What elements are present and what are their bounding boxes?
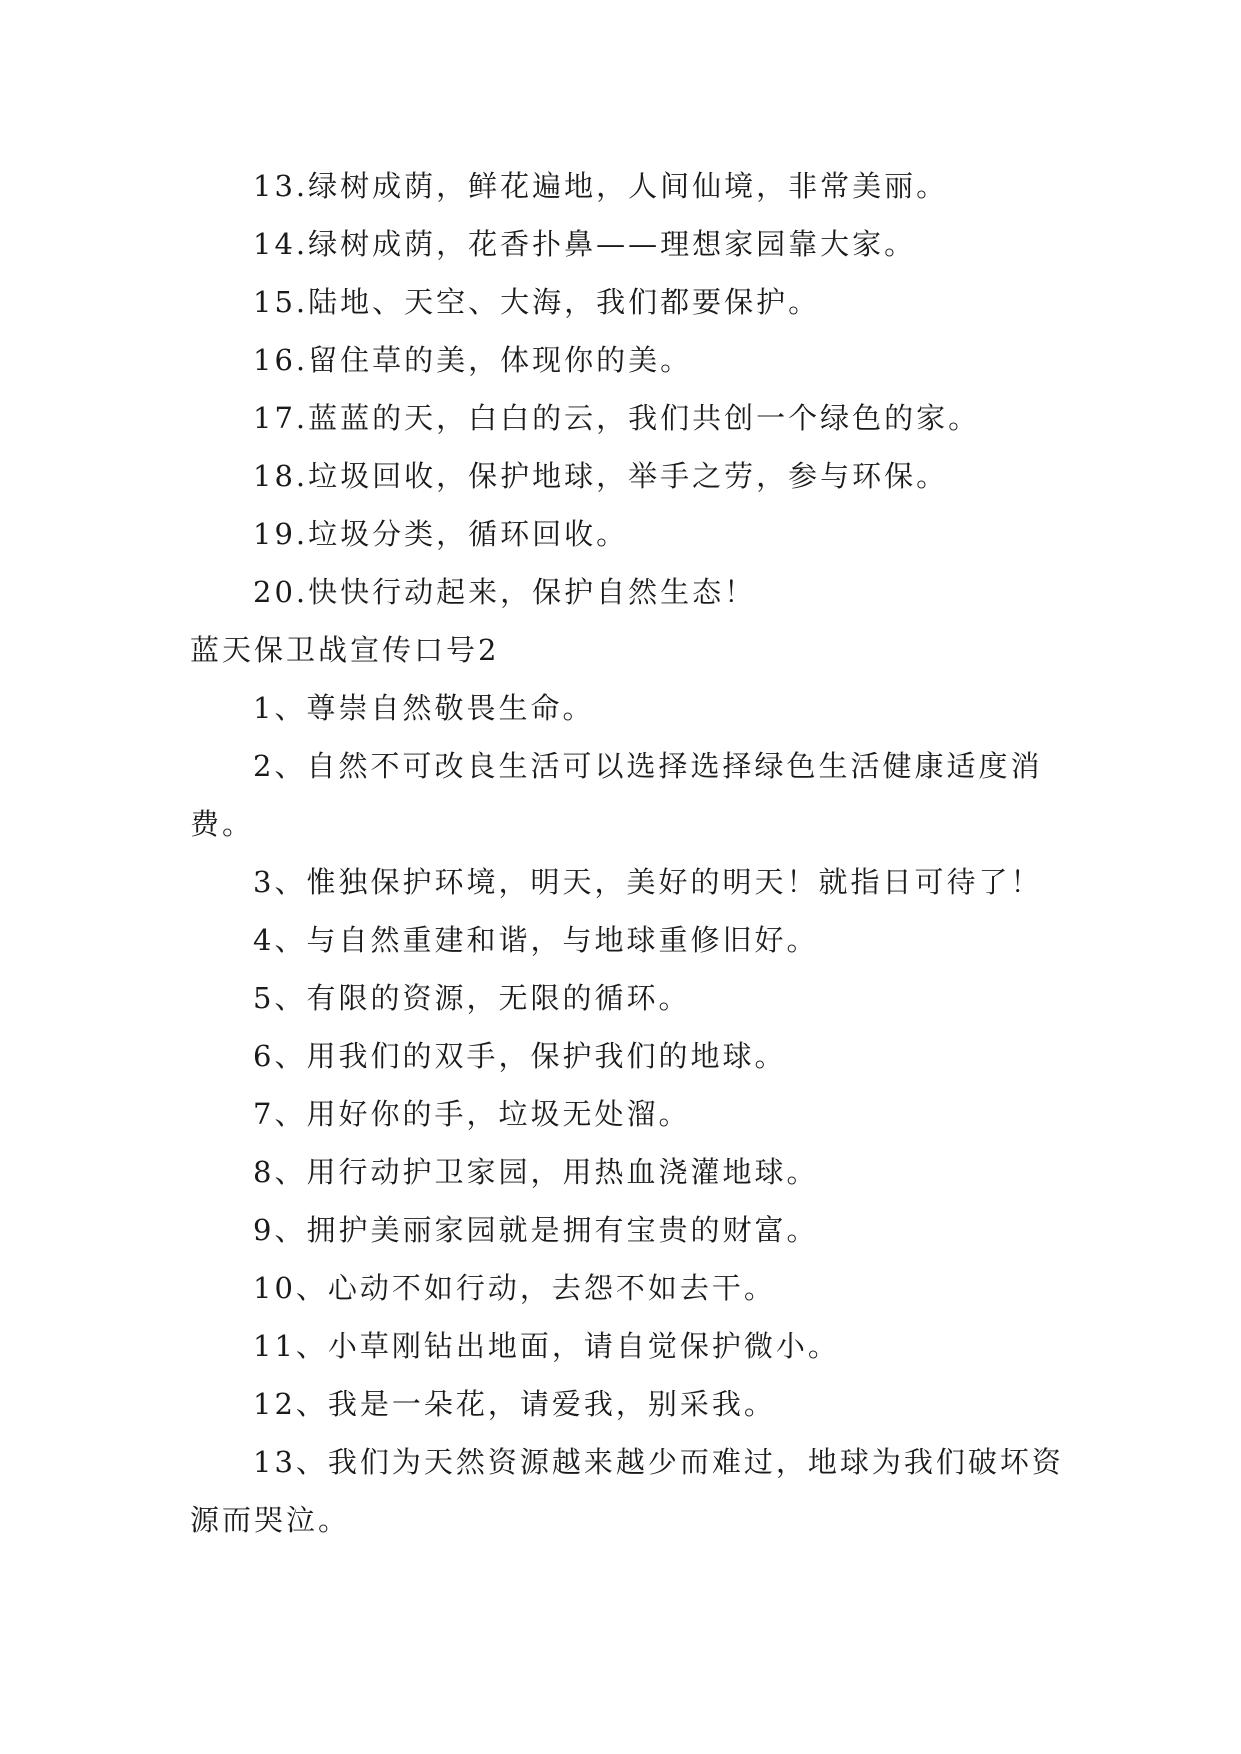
slogan-item: 1、尊崇自然敬畏生命。 (253, 691, 595, 725)
slogan-item: 10、心动不如行动，去怨不如去干。 (253, 1271, 776, 1305)
slogan-item: 5、有限的资源，无限的循环。 (253, 981, 691, 1015)
slogan-item: 7、用好你的手，垃圾无处溜。 (253, 1097, 691, 1131)
section-heading: 蓝天保卫战宣传口号2 (190, 633, 500, 667)
slogan-item: 11、小草刚钻出地面，请自觉保护微小。 (253, 1329, 840, 1363)
slogan-item: 19.垃圾分类，循环回收。 (253, 517, 629, 551)
slogan-item: 12、我是一朵花，请爱我，别采我。 (253, 1387, 776, 1421)
slogan-item: 2、自然不可改良生活可以选择选择绿色生活健康适度消费。 (190, 749, 1043, 841)
slogan-item: 8、用行动护卫家园，用热血浇灌地球。 (253, 1155, 819, 1189)
document-body (190, 157, 1070, 1549)
slogan-item: 3、惟独保护环境，明天，美好的明天！就指日可待了！ (253, 865, 1043, 899)
slogan-item: 6、用我们的双手，保护我们的地球。 (253, 1039, 787, 1073)
slogan-item: 13、我们为天然资源越来越少而难过，地球为我们破坏资源而哭泣。 (190, 1445, 1064, 1537)
slogan-item: 4、与自然重建和谐，与地球重修旧好。 (253, 923, 819, 957)
slogan-item: 18.垃圾回收，保护地球，举手之劳，参与环保。 (253, 459, 949, 493)
slogan-item: 14.绿树成荫，花香扑鼻——理想家园靠大家。 (253, 227, 917, 261)
slogan-item: 17.蓝蓝的天，白白的云，我们共创一个绿色的家。 (253, 401, 981, 435)
slogan-item: 20.快快行动起来，保护自然生态！ (253, 575, 757, 609)
slogan-item: 15.陆地、天空、大海，我们都要保护。 (253, 285, 821, 319)
slogan-item: 16.留住草的美，体现你的美。 (253, 343, 693, 377)
slogan-item: 13.绿树成荫，鲜花遍地，人间仙境，非常美丽。 (253, 169, 949, 203)
slogan-item: 9、拥护美丽家园就是拥有宝贵的财富。 (253, 1213, 819, 1247)
